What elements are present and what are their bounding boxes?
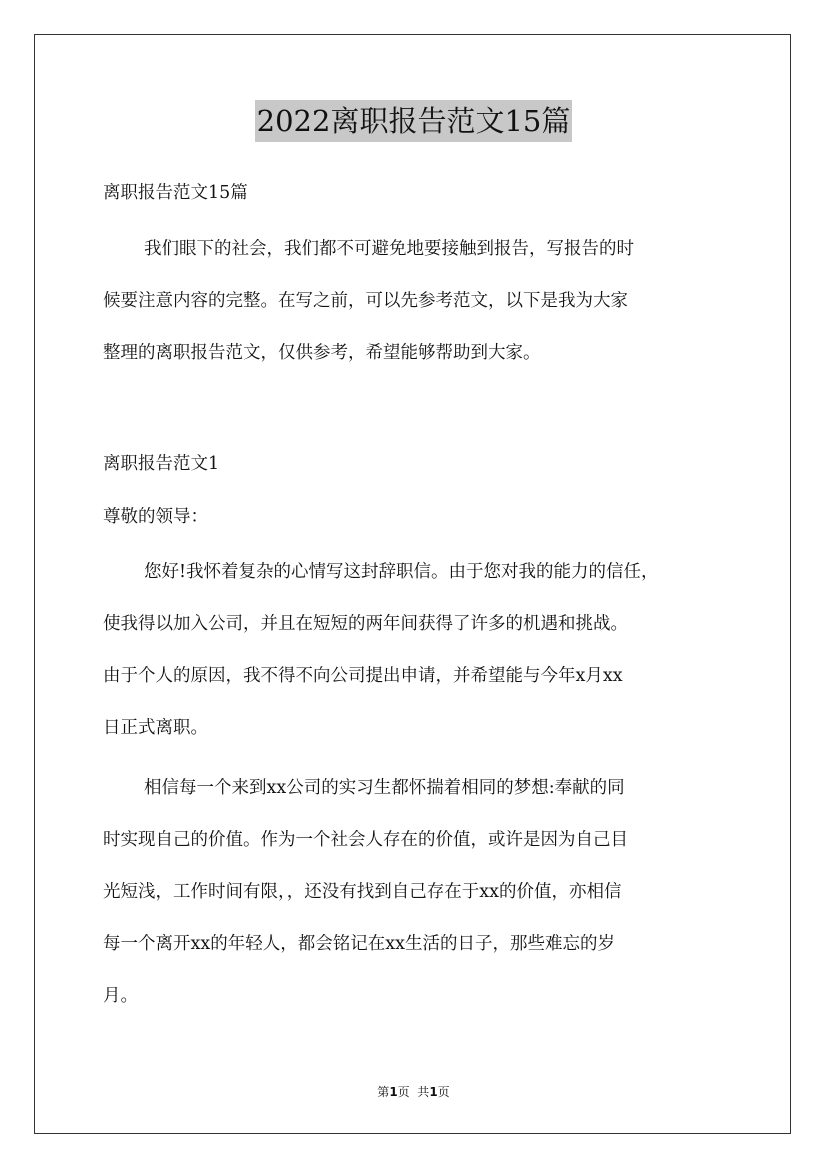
page-prefix: 第 <box>377 1085 390 1099</box>
salutation: 尊敬的领导： <box>103 507 208 527</box>
paragraph-line: 使我得以加入公司，并且在短短的两年间获得了许多的机遇和挑战。 <box>103 614 628 634</box>
subtitle-block <box>103 167 727 219</box>
intro-paragraph <box>103 223 727 379</box>
page-footer <box>0 1084 827 1100</box>
page-mid: 页 共 <box>397 1085 430 1099</box>
body-paragraph-1 <box>103 546 727 754</box>
body-paragraph-2 <box>103 762 727 1022</box>
paragraph-line: 您好!我怀着复杂的心情写这封辞职信。由于您对我的能力的信任， <box>144 562 659 582</box>
intro-line: 候要注意内容的完整。在写之前，可以先参考范文，以下是我为大家 <box>103 291 628 311</box>
paragraph-line: 相信每一个来到xx公司的实习生都怀揣着相同的梦想:奉献的同 <box>144 778 625 798</box>
intro-line: 我们眼下的社会，我们都不可避免地要接触到报告，写报告的时 <box>144 239 634 259</box>
page-current: 1 <box>389 1085 398 1099</box>
document-subtitle: 离职报告范文15篇 <box>103 183 248 203</box>
section-heading: 离职报告范文1 <box>103 454 220 474</box>
salutation-block <box>103 491 727 543</box>
document-title: 2022离职报告范文15篇 <box>255 100 573 142</box>
page-suffix: 页 <box>437 1085 450 1099</box>
paragraph-line: 日正式离职。 <box>103 718 208 738</box>
paragraph-line: 每一个离开xx的年轻人，都会铭记在xx生活的日子，那些难忘的岁 <box>103 934 615 954</box>
intro-line: 整理的离职报告范文，仅供参考，希望能够帮助到大家。 <box>103 343 541 363</box>
paragraph-line: 由于个人的原因，我不得不向公司提出申请，并希望能与今年x月xx <box>103 666 623 686</box>
paragraph-line: 时实现自己的价值。作为一个社会人存在的价值，或许是因为自己目 <box>103 830 628 850</box>
title-container <box>0 100 827 142</box>
section1-heading-block <box>103 438 727 490</box>
paragraph-line: 光短浅，工作时间有限，，还没有找到自己存在于xx的价值，亦相信 <box>103 882 622 902</box>
page-total: 1 <box>429 1085 438 1099</box>
paragraph-line: 月。 <box>103 986 138 1006</box>
